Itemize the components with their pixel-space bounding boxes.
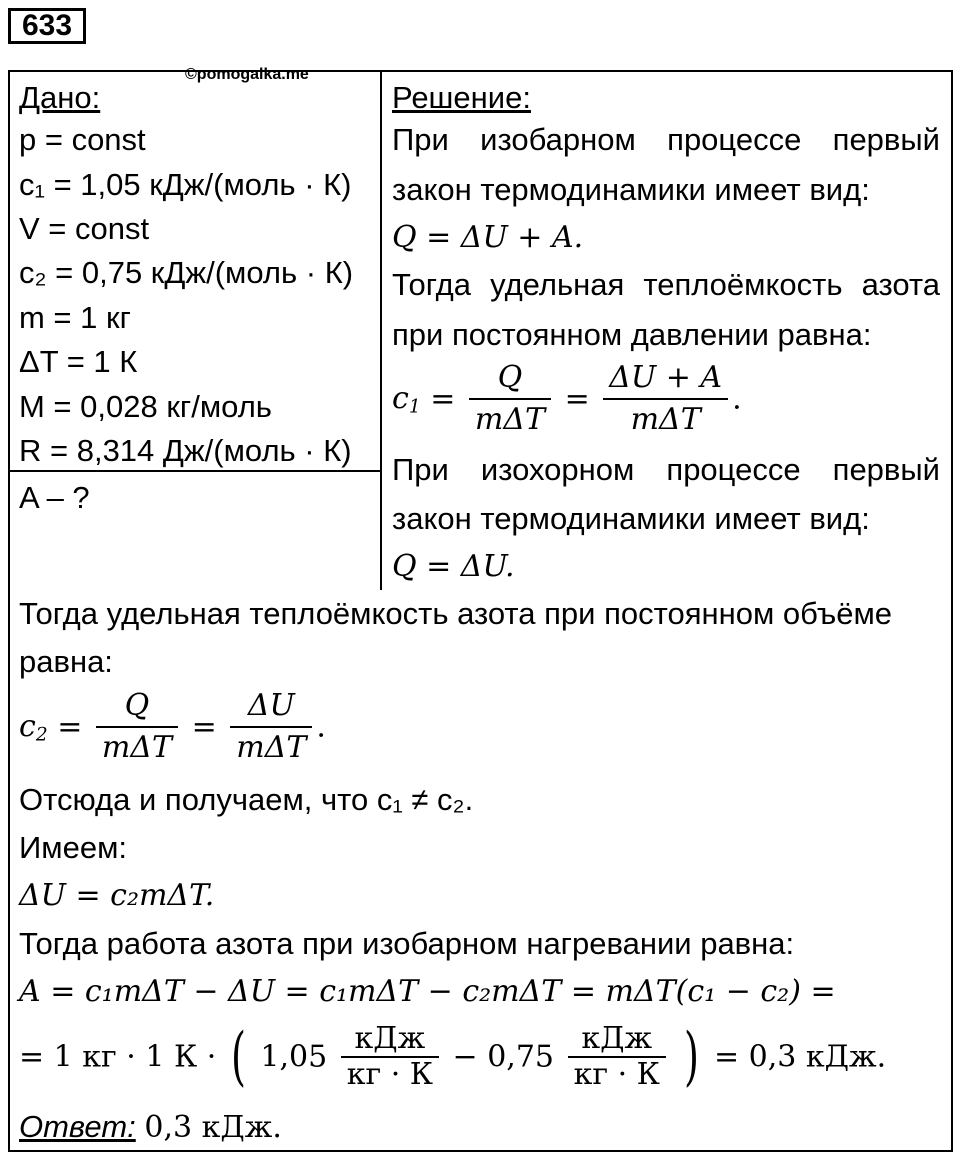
find-line: A – ?	[19, 480, 90, 515]
solution-text: Тогда работа азота при изобарном нагревании равна:	[19, 926, 795, 961]
answer-line	[19, 1107, 282, 1148]
solution-text: Тогда удельная теплоёмкость азота при постоянном объёме	[19, 596, 893, 631]
watermark: ©pomogalka.me	[185, 66, 309, 83]
equation-c2: $c_2$ = $\frac{Q}{\text{mΔT}}$ = $\frac{\Delta U}{\text{mΔT}}$ .	[19, 688, 326, 765]
answer-value: 0,3 кДж.	[144, 1110, 282, 1145]
solution-text: При изобарном процессе первый	[392, 122, 940, 157]
solution-title: Решение:	[392, 80, 531, 115]
column-divider	[380, 72, 382, 590]
solution-text: закон термодинамики имеет вид:	[392, 172, 870, 207]
problem-number: 633	[8, 8, 86, 44]
solution-text: при постоянном давлении равна:	[392, 317, 872, 352]
solution-text: При изохорном процессе первый	[392, 452, 940, 487]
equation-work: A = c₁mΔT − ΔU = c₁mΔT − c₂mΔT = mΔT(c₁ − c₂) =	[19, 974, 836, 1009]
given-line: p = const	[19, 122, 146, 157]
equation-numeric: = 1 кг · 1 К · ( 1,05 $\frac{\text{кДж}}{кг \cdot К}$ − 0,75 $\frac{\text{кДж}}{кг \cdot К}$ ) = 0,3 кДж.	[19, 1020, 887, 1094]
equation-q-du-a: Q = ΔU + A.	[392, 220, 584, 255]
given-line: c₁ = 1,05 кДж/(моль · К)	[19, 167, 352, 202]
given-title: Дано:	[19, 80, 101, 115]
equation-c1: $c_1$ = $\frac{Q}{\text{mΔT}}$ = $\frac{\Delta U + A}{\text{mΔT}}$ .	[392, 360, 742, 437]
solution-text: Отсюда и получаем, что c₁ ≠ c₂.	[19, 782, 474, 817]
solution-text: равна:	[19, 644, 113, 679]
solution-text: Имеем:	[19, 830, 128, 865]
solution-text: закон термодинамики имеет вид:	[392, 501, 870, 536]
given-line: V = const	[19, 211, 150, 246]
given-line: R = 8,314 Дж/(моль · К)	[19, 433, 352, 468]
solution-text: Тогда удельная теплоёмкость азота	[392, 267, 940, 302]
given-line: m = 1 кг	[19, 300, 131, 335]
given-line: M = 0,028 кг/моль	[19, 389, 272, 424]
answer-label: Ответ:	[19, 1109, 136, 1144]
equation-du: ΔU = c₂mΔT.	[19, 878, 215, 913]
given-line: ΔT = 1 К	[19, 344, 138, 379]
given-line: c₂ = 0,75 кДж/(моль · К)	[19, 255, 354, 290]
equation-q-du: Q = ΔU.	[392, 549, 515, 584]
